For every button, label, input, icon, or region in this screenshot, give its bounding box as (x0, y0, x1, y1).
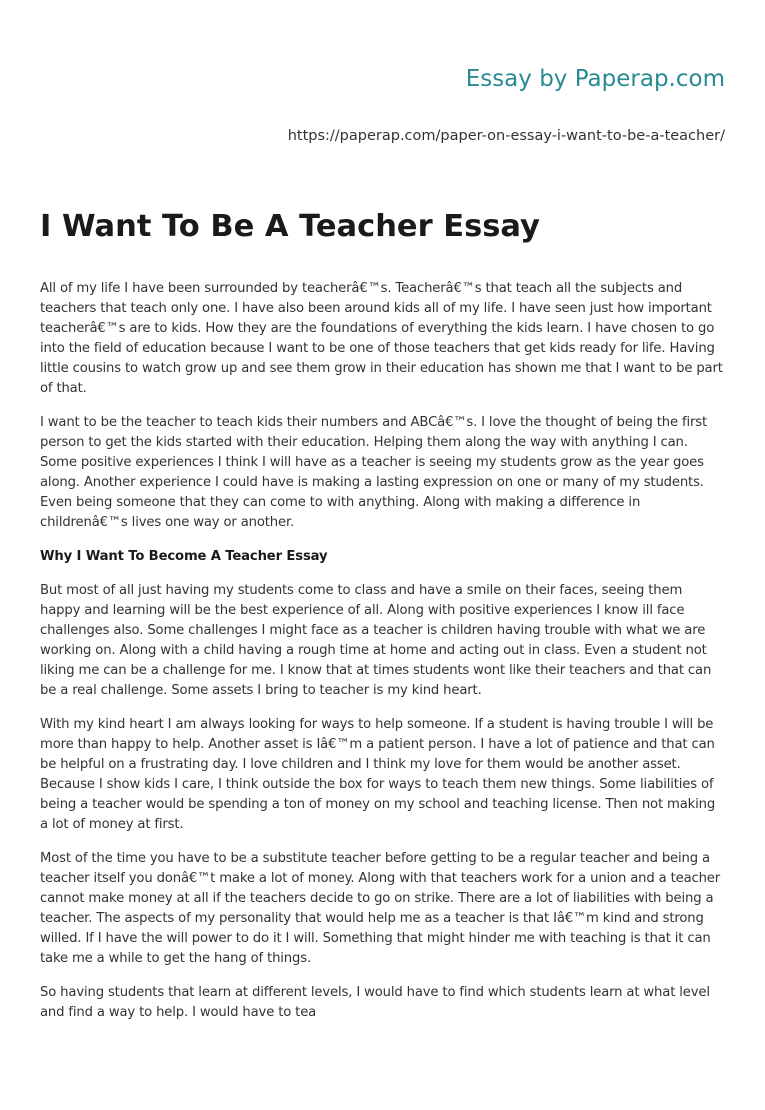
paragraph-6: So having students that learn at different levels, I would have to find which students learn at what level and find a way to help. I would have to tea (40, 985, 710, 1020)
essay-body (40, 279, 726, 1037)
site-brand[interactable]: Essay by Paperap.com (465, 66, 725, 92)
page-title: I Want To Be A Teacher Essay (40, 209, 540, 244)
section-subheading: Why I Want To Become A Teacher Essay (40, 549, 328, 564)
paragraph-3: But most of all just having my students come to class and have a smile on their faces, seeing them happy and learning will be the best experience of all. Along with positive experiences I know ill face challenges also. Some challenges I might face as a teacher is children having trouble with what we are working on. Along with a child having a rough time at home and acting out in class. Even a student not liking me can be a challenge for me. I know that at times students wont like their teachers and that can be a real challenge. Some assets I bring to teacher is my kind heart. (40, 583, 712, 698)
paragraph-5: Most of the time you have to be a substitute teacher before getting to be a regular teacher and being a teacher itself you donâ€™t make a lot of money. Along with that teachers work for a union and a teacher cannot make money at all if the teachers decide to go on strike. There are a lot of liabilities with being a teacher. The aspects of my personality that would help me as a teacher is that Iâ€™m kind and strong willed. If I have the will power to do it I will. Something that might hinder me with teaching is that it can take me a while to get the hang of things. (40, 851, 721, 966)
paragraph-4: With my kind heart I am always looking for ways to help someone. If a student is having trouble I will be more than happy to help. Another asset is Iâ€™m a patient person. I have a lot of patience and that can be helpful on a frustrating day. I love children and I think my love for them would be another asset. Because I show kids I care, I think outside the box for ways to teach them new things. Some liabilities of being a teacher would be spending a ton of money on my school and teaching license. Then not making a lot of money at first. (40, 717, 716, 832)
paragraph-1: All of my life I have been surrounded by teacherâ€™s. Teacherâ€™s that teach all the subjects and teachers that teach only one. I have also been around kids all of my life. I have seen just how important teacherâ€™s are to kids. How they are the foundations of everything the kids learn. I have chosen to go into the field of education because I want to be one of those teachers that get kids ready for life. Having little cousins to watch grow up and see them grow in their education has shown me that I want to be part of that. (40, 281, 723, 396)
paragraph-2: I want to be the teacher to teach kids their numbers and ABCâ€™s. I love the thought of being the first person to get the kids started with their education. Helping them along the way with anything I can. Some positive experiences I think I will have as a teacher is seeing my students grow as the year goes along. Another experience I could have is making a lasting expression on one or many of my students. Even being someone that they can come to with anything. Along with making a difference in childrenâ€™s lives one way or another. (40, 415, 707, 530)
source-url-link[interactable]: https://paperap.com/paper-on-essay-i-want-to-be-a-teacher/ (287, 128, 725, 144)
